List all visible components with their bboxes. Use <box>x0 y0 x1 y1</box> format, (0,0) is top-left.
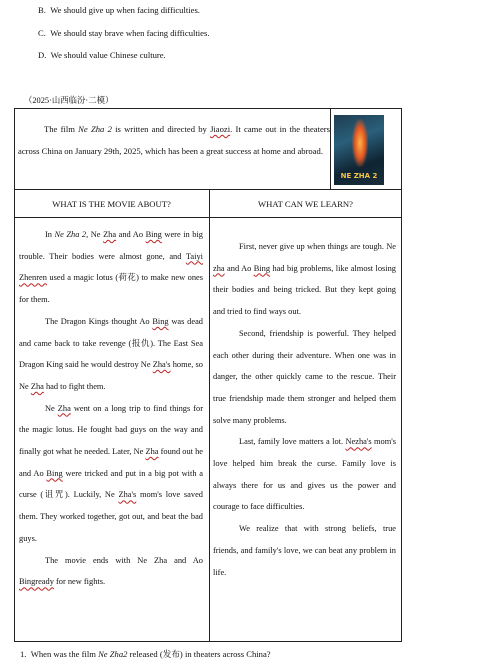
column-divider <box>209 189 210 642</box>
left-paragraph-2: The Dragon Kings thought Ao Bing was dead and came back to take revenge (报仇). The East Sea Dragon King said he would destroy Ne Zha's home, so Ne Zha had to fight them. <box>19 316 203 391</box>
question-1: 1. When was the film Ne Zha2 released (发布) in theaters across China? <box>20 649 271 659</box>
header-movie-about: WHAT IS THE MOVIE ABOUT? <box>52 199 171 209</box>
option-b: B. We should give up when facing difficulties. <box>38 5 200 15</box>
left-column <box>19 224 203 593</box>
right-paragraph-4: We realize that with strong beliefs, true friends, and family's love, we can beat any problem in life. <box>213 524 396 577</box>
movie-poster-image <box>334 115 384 185</box>
right-column <box>213 236 396 583</box>
poster-divider <box>330 108 331 189</box>
right-paragraph-2: Second, friendship is powerful. They helped each other during their adventure. When one was in danger, the other quickly came to the rescue. Their true friendship made them stronger and helped them solve many problems. <box>213 328 396 425</box>
intro-paragraph: The film Ne Zha 2 is written and directed by Jiaozi. It came out in the theaters across China on January 29th, 2025, which has been a great success at home and abroad. <box>18 124 330 156</box>
source-label: （2025·山西临汾·二模） <box>24 96 114 105</box>
right-paragraph-1: First, never give up when things are tough. Ne zha and Ao Bing had big problems, like almost losing their bodies and being tricked. But they kept going and tried to find ways out. <box>213 242 396 317</box>
left-paragraph-1: In Ne Zha 2, Ne Zha and Ao Bing were in big trouble. Their bodies were almost gone, and Taiyi Zhenren used a magic lotus (荷花) to make new ones for them. <box>19 230 203 305</box>
header-what-learn: WHAT CAN WE LEARN? <box>258 199 353 209</box>
left-paragraph-3: Ne Zha went on a long trip to find things for the magic lotus. He fought bad guys on the way and finally got what he needed. Later, Ne Zha found out he and Ao Bing were tricked and put in a big pot with a curse (诅咒). Luckily, Ne Zha's mom's love saved them. They worked together, got out, and beat the bad guys. <box>19 403 204 543</box>
row-divider <box>14 189 402 190</box>
poster-title: NE ZHA 2 <box>340 172 378 180</box>
poster-figure-icon <box>352 119 368 167</box>
option-c: C. We should stay brave when facing difficulties. <box>38 28 210 38</box>
option-d: D. We should value Chinese culture. <box>38 50 166 60</box>
right-paragraph-3: Last, family love matters a lot. Nezha's mom's love helped him break the curse. Family love is always there for us and gives us the power and courage to face difficulties. <box>213 437 397 512</box>
header-divider <box>14 217 402 218</box>
left-paragraph-4: The movie ends with Ne Zha and Ao Bingready for new fights. <box>19 555 203 587</box>
